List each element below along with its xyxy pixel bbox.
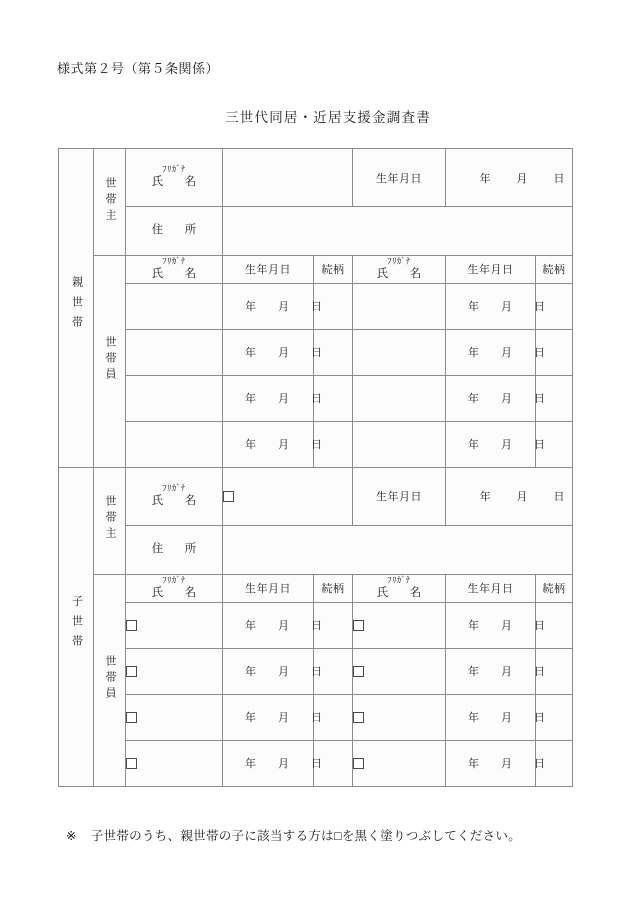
input-birthdate-child-head[interactable] bbox=[446, 467, 573, 525]
label-birthdate-parent-member-right: 生年月日 bbox=[446, 256, 536, 284]
table-row bbox=[59, 283, 573, 329]
day-label: 日 bbox=[311, 301, 322, 314]
year-label: 年 bbox=[245, 439, 256, 452]
input-name-parent-member-2-right[interactable] bbox=[353, 329, 446, 375]
name-label: 氏 名 bbox=[151, 268, 202, 281]
input-birthdate-parent-member-2-left[interactable] bbox=[223, 329, 322, 375]
label-name-child-head bbox=[126, 467, 223, 525]
month-label: 月 bbox=[278, 666, 289, 679]
input-birthdate-parent-member-1-right[interactable] bbox=[446, 283, 545, 329]
label-name-parent-member-right bbox=[353, 256, 446, 284]
address-label: 住 所 bbox=[151, 224, 202, 237]
label-name-parent-member-left bbox=[126, 256, 223, 284]
row-label-members-child bbox=[94, 574, 126, 786]
page-title: 三世代同居・近居支援金調査書 bbox=[225, 110, 431, 125]
table-row bbox=[59, 648, 573, 694]
row-label-head-child bbox=[94, 467, 126, 574]
month-label: 月 bbox=[516, 491, 528, 504]
month-label: 月 bbox=[501, 301, 512, 314]
label-name-parent-head bbox=[126, 149, 223, 207]
row-label-head-parent bbox=[94, 149, 126, 256]
input-birthdate-child-member-1-left[interactable] bbox=[223, 602, 322, 648]
year-label: 年 bbox=[245, 301, 256, 314]
day-label: 日 bbox=[311, 347, 322, 360]
input-name-child-member-2-right[interactable] bbox=[353, 648, 446, 694]
input-birthdate-child-member-4-left[interactable] bbox=[223, 740, 322, 786]
year-label: 年 bbox=[468, 758, 479, 771]
year-label: 年 bbox=[245, 712, 256, 725]
month-label: 月 bbox=[278, 347, 289, 360]
day-label: 日 bbox=[534, 301, 545, 314]
table-row bbox=[59, 421, 573, 467]
year-label: 年 bbox=[468, 666, 479, 679]
year-label: 年 bbox=[245, 620, 256, 633]
input-birthdate-child-member-2-right[interactable] bbox=[446, 648, 545, 694]
survey-table bbox=[58, 148, 573, 787]
input-name-parent-member-2-left[interactable] bbox=[126, 329, 223, 375]
checkbox-icon[interactable] bbox=[126, 758, 137, 769]
input-birthdate-child-member-4-right[interactable] bbox=[446, 740, 545, 786]
table-row bbox=[59, 467, 573, 525]
table-row bbox=[59, 602, 573, 648]
label-birthdate-child-member-right: 生年月日 bbox=[446, 574, 536, 602]
checkbox-icon[interactable] bbox=[223, 491, 234, 502]
section-label-text: 子世帯 bbox=[70, 595, 83, 656]
input-birthdate-child-member-1-right[interactable] bbox=[446, 602, 545, 648]
year-label: 年 bbox=[245, 666, 256, 679]
month-label: 月 bbox=[278, 620, 289, 633]
label-name-child-member-left bbox=[126, 574, 223, 602]
table-row bbox=[59, 207, 573, 256]
day-label: 日 bbox=[311, 620, 322, 633]
label-address-parent-head bbox=[126, 207, 223, 256]
form-number: 様式第２号（第５条関係） bbox=[57, 61, 220, 76]
year-label: 年 bbox=[468, 712, 479, 725]
month-label: 月 bbox=[278, 758, 289, 771]
label-birthdate-parent-head: 生年月日 bbox=[353, 149, 446, 207]
input-name-child-member-3-left[interactable] bbox=[126, 694, 223, 740]
input-name-parent-member-4-left[interactable] bbox=[126, 421, 223, 467]
month-label: 月 bbox=[501, 347, 512, 360]
month-label: 月 bbox=[501, 712, 512, 725]
row-label-members-parent bbox=[94, 256, 126, 468]
input-name-parent-member-1-right[interactable] bbox=[353, 283, 446, 329]
label-relationship-parent-member-left: 続柄 bbox=[314, 256, 353, 284]
month-label: 月 bbox=[501, 439, 512, 452]
note-text: 子世帯のうち、親世帯の子に該当する方は□を黒く塗りつぶしてください。 bbox=[90, 829, 522, 843]
month-label: 月 bbox=[516, 172, 528, 185]
row-label-text: 世帯員 bbox=[104, 335, 116, 384]
input-birthdate-child-member-2-left[interactable] bbox=[223, 648, 322, 694]
name-label: 氏 名 bbox=[376, 587, 427, 600]
checkbox-icon[interactable] bbox=[353, 758, 364, 769]
note-mark-icon: ※ bbox=[66, 829, 77, 843]
day-label: 日 bbox=[534, 393, 545, 406]
checkbox-icon[interactable] bbox=[126, 666, 137, 677]
day-label: 日 bbox=[311, 712, 322, 725]
year-label: 年 bbox=[245, 347, 256, 360]
row-label-text: 世帯員 bbox=[104, 654, 116, 703]
month-label: 月 bbox=[278, 712, 289, 725]
year-label: 年 bbox=[468, 301, 479, 314]
input-birthdate-parent-member-2-right[interactable] bbox=[446, 329, 545, 375]
input-name-child-member-2-left[interactable] bbox=[126, 648, 223, 694]
month-label: 月 bbox=[501, 666, 512, 679]
input-birthdate-parent-member-1-left[interactable] bbox=[223, 283, 322, 329]
checkbox-icon[interactable] bbox=[353, 712, 364, 723]
label-address-child-head bbox=[126, 525, 223, 574]
day-label: 日 bbox=[534, 666, 545, 679]
table-row bbox=[59, 525, 573, 574]
day-label: 日 bbox=[311, 439, 322, 452]
input-birthdate-child-member-3-right[interactable] bbox=[446, 694, 545, 740]
table-row bbox=[59, 375, 573, 421]
furigana-label: ﾌﾘｶﾞﾅ bbox=[387, 574, 411, 585]
year-label: 年 bbox=[468, 347, 479, 360]
month-label: 月 bbox=[278, 301, 289, 314]
section-label-parent-household bbox=[59, 149, 94, 468]
label-birthdate-parent-member-left: 生年月日 bbox=[223, 256, 314, 284]
day-label: 日 bbox=[534, 712, 545, 725]
day-label: 日 bbox=[553, 491, 565, 504]
day-label: 日 bbox=[311, 666, 322, 679]
input-birthdate-parent-member-4-right[interactable] bbox=[446, 421, 545, 467]
furigana-label: ﾌﾘｶﾞﾅ bbox=[162, 164, 186, 174]
name-label: 氏 名 bbox=[376, 268, 427, 281]
input-birthdate-parent-head[interactable] bbox=[446, 149, 573, 207]
month-label: 月 bbox=[278, 393, 289, 406]
input-birthdate-child-member-3-left[interactable] bbox=[223, 694, 322, 740]
name-label: 氏 名 bbox=[151, 495, 202, 508]
day-label: 日 bbox=[553, 172, 565, 185]
year-label: 年 bbox=[479, 491, 491, 504]
label-relationship-parent-member-right: 続柄 bbox=[536, 256, 573, 284]
address-label: 住 所 bbox=[151, 543, 202, 556]
checkbox-icon[interactable] bbox=[353, 620, 364, 631]
year-label: 年 bbox=[468, 439, 479, 452]
table-row bbox=[59, 329, 573, 375]
year-label: 年 bbox=[245, 393, 256, 406]
input-name-child-member-1-left[interactable] bbox=[126, 602, 223, 648]
table-row bbox=[59, 694, 573, 740]
day-label: 日 bbox=[534, 347, 545, 360]
input-name-child-member-1-right[interactable] bbox=[353, 602, 446, 648]
label-birthdate-child-member-left: 生年月日 bbox=[223, 574, 314, 602]
section-label-child-household bbox=[59, 467, 94, 786]
year-label: 年 bbox=[479, 172, 491, 185]
checkbox-icon[interactable] bbox=[126, 620, 137, 631]
label-name-child-member-right bbox=[353, 574, 446, 602]
table-row bbox=[59, 740, 573, 786]
label-birthdate-child-head: 生年月日 bbox=[353, 467, 446, 525]
input-name-parent-head[interactable] bbox=[223, 149, 353, 207]
table-row bbox=[59, 149, 573, 207]
input-name-parent-member-3-right[interactable] bbox=[353, 375, 446, 421]
input-birthdate-parent-member-3-right[interactable] bbox=[446, 375, 545, 421]
input-birthdate-parent-member-4-left[interactable] bbox=[223, 421, 322, 467]
table-row bbox=[59, 574, 573, 602]
input-name-parent-member-1-left[interactable] bbox=[126, 283, 223, 329]
input-address-child-head[interactable] bbox=[223, 525, 573, 574]
furigana-label: ﾌﾘｶﾞﾅ bbox=[162, 574, 186, 585]
input-name-child-member-3-right[interactable] bbox=[353, 694, 446, 740]
row-label-text: 世帯主 bbox=[104, 176, 116, 225]
day-label: 日 bbox=[311, 393, 322, 406]
input-address-parent-head[interactable] bbox=[223, 207, 573, 256]
name-label: 氏 名 bbox=[151, 587, 202, 600]
input-name-child-member-4-left[interactable] bbox=[126, 740, 223, 786]
day-label: 日 bbox=[534, 758, 545, 771]
day-label: 日 bbox=[534, 620, 545, 633]
checkbox-icon[interactable] bbox=[126, 712, 137, 723]
table-row bbox=[59, 256, 573, 284]
input-name-child-head[interactable] bbox=[223, 467, 353, 525]
month-label: 月 bbox=[501, 393, 512, 406]
day-label: 日 bbox=[534, 439, 545, 452]
label-relationship-child-member-left: 続柄 bbox=[314, 574, 353, 602]
year-label: 年 bbox=[468, 393, 479, 406]
year-label: 年 bbox=[468, 620, 479, 633]
furigana-label: ﾌﾘｶﾞﾅ bbox=[162, 482, 186, 493]
input-name-parent-member-3-left[interactable] bbox=[126, 375, 223, 421]
name-label: 氏 名 bbox=[151, 176, 202, 189]
input-name-child-member-4-right[interactable] bbox=[353, 740, 446, 786]
furigana-label: ﾌﾘｶﾞﾅ bbox=[162, 256, 186, 266]
month-label: 月 bbox=[501, 758, 512, 771]
input-name-parent-member-4-right[interactable] bbox=[353, 421, 446, 467]
row-label-text: 世帯主 bbox=[104, 495, 116, 544]
checkbox-icon[interactable] bbox=[353, 666, 364, 677]
input-birthdate-parent-member-3-left[interactable] bbox=[223, 375, 322, 421]
month-label: 月 bbox=[501, 620, 512, 633]
day-label: 日 bbox=[311, 758, 322, 771]
furigana-label: ﾌﾘｶﾞﾅ bbox=[387, 256, 411, 266]
section-label-text: 親世帯 bbox=[70, 276, 83, 337]
month-label: 月 bbox=[278, 439, 289, 452]
label-relationship-child-member-right: 続柄 bbox=[536, 574, 573, 602]
year-label: 年 bbox=[245, 758, 256, 771]
footer-note bbox=[66, 826, 521, 844]
